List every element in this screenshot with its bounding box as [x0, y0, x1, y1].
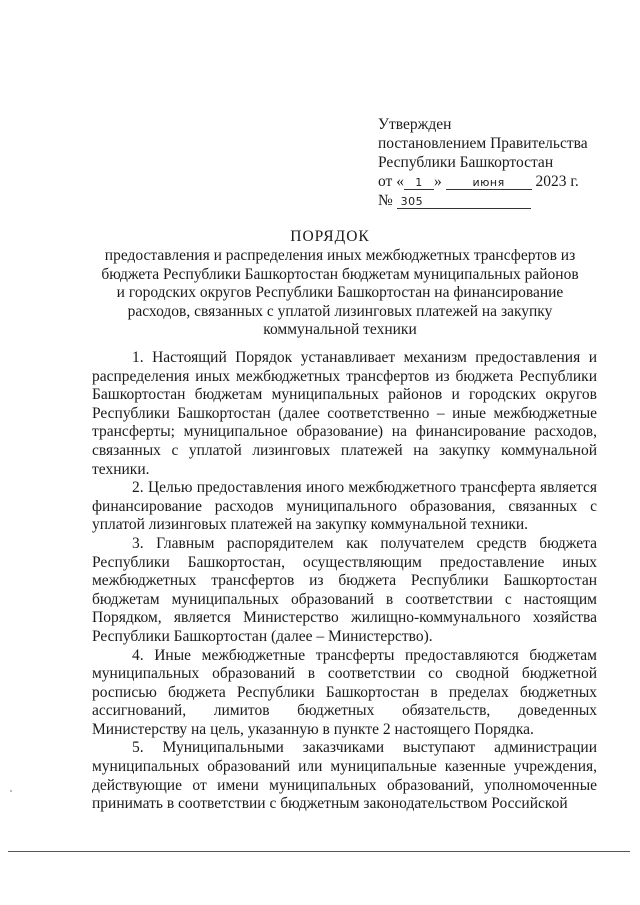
paragraph-2: 2. Целью предоставления иного межбюджетного трансферта является финансирование расходов муниципального образования, связанных с уплатой лизинговых платежей на закупку коммунальной техники.	[92, 479, 597, 534]
paragraph-1: 1. Настоящий Порядок устанавливает механизм предоставления и распределения иных межбюджетных трансфертов из бюджета Республики Башкортостан бюджетам муниципальных районов и городских округов Республики Башкортостан (далее соответственно – иные межбюджетные трансферты; муниципальное образование) на финансирование расходов, связанных с уплатой лизинговых платежей на закупку коммунальной техники.	[92, 349, 597, 478]
paragraph-3: 3. Главным распорядителем как получателем средств бюджета Республики Башкортостан, осуществляющим предоставление иных межбюджетных трансфертов из бюджета Республики Башкортостан бюджетам муниципальных образований в соответствии с настоящим Порядком, является Министерство жилищно-коммунального хозяйства Республики Башкортостан (далее – Министерство).	[92, 534, 597, 645]
date-mid: »	[433, 173, 442, 190]
date-year: 2023 г.	[535, 173, 579, 190]
paragraph-5: 5. Муниципальными заказчиками выступают администрации муниципальных образований или муниципальные казенные учреждения, действующие от имени муниципальных образований, уполномоченные принимать в соответствии с бюджетным законодательством Российской	[92, 739, 597, 813]
approval-line-3: Республики Башкортостан	[378, 154, 554, 171]
paragraph-4: 4. Иные межбюджетные трансферты предоставляются бюджетам муниципальных образований в соответствии со сводной бюджетной росписью бюджета Республики Башкортостан в пределах бюджетных ассигнований, лимитов бюджетных обязательств, доведенных Министерству на цель, указанную в пункте 2 настоящего Порядка.	[92, 646, 597, 738]
number-prefix: №	[378, 192, 393, 209]
date-day: 1	[404, 176, 434, 190]
date-prefix: от «	[378, 173, 404, 190]
document-title: ПОРЯДОК	[290, 228, 370, 245]
approval-line-2: постановлением Правительства	[378, 135, 588, 152]
number-value: 305	[397, 195, 531, 209]
approval-line-1: Утвержден	[378, 116, 452, 133]
date-month: июня	[446, 176, 532, 190]
page-bottom-rule	[8, 851, 630, 852]
approval-number-line	[378, 191, 588, 210]
document-body	[92, 349, 597, 814]
document-subtitle: предоставления и распределения иных межбюджетных трансфертов из бюджета Республики Башкортостан бюджетам муниципальных районов и городских округов Республики Башкортостан на финансирование расходов, связанных с уплатой лизинговых платежей на закупку коммунальной техники	[101, 247, 579, 338]
approval-date-line	[378, 172, 588, 191]
approval-stamp-block	[378, 115, 588, 210]
scan-speck	[10, 790, 12, 792]
